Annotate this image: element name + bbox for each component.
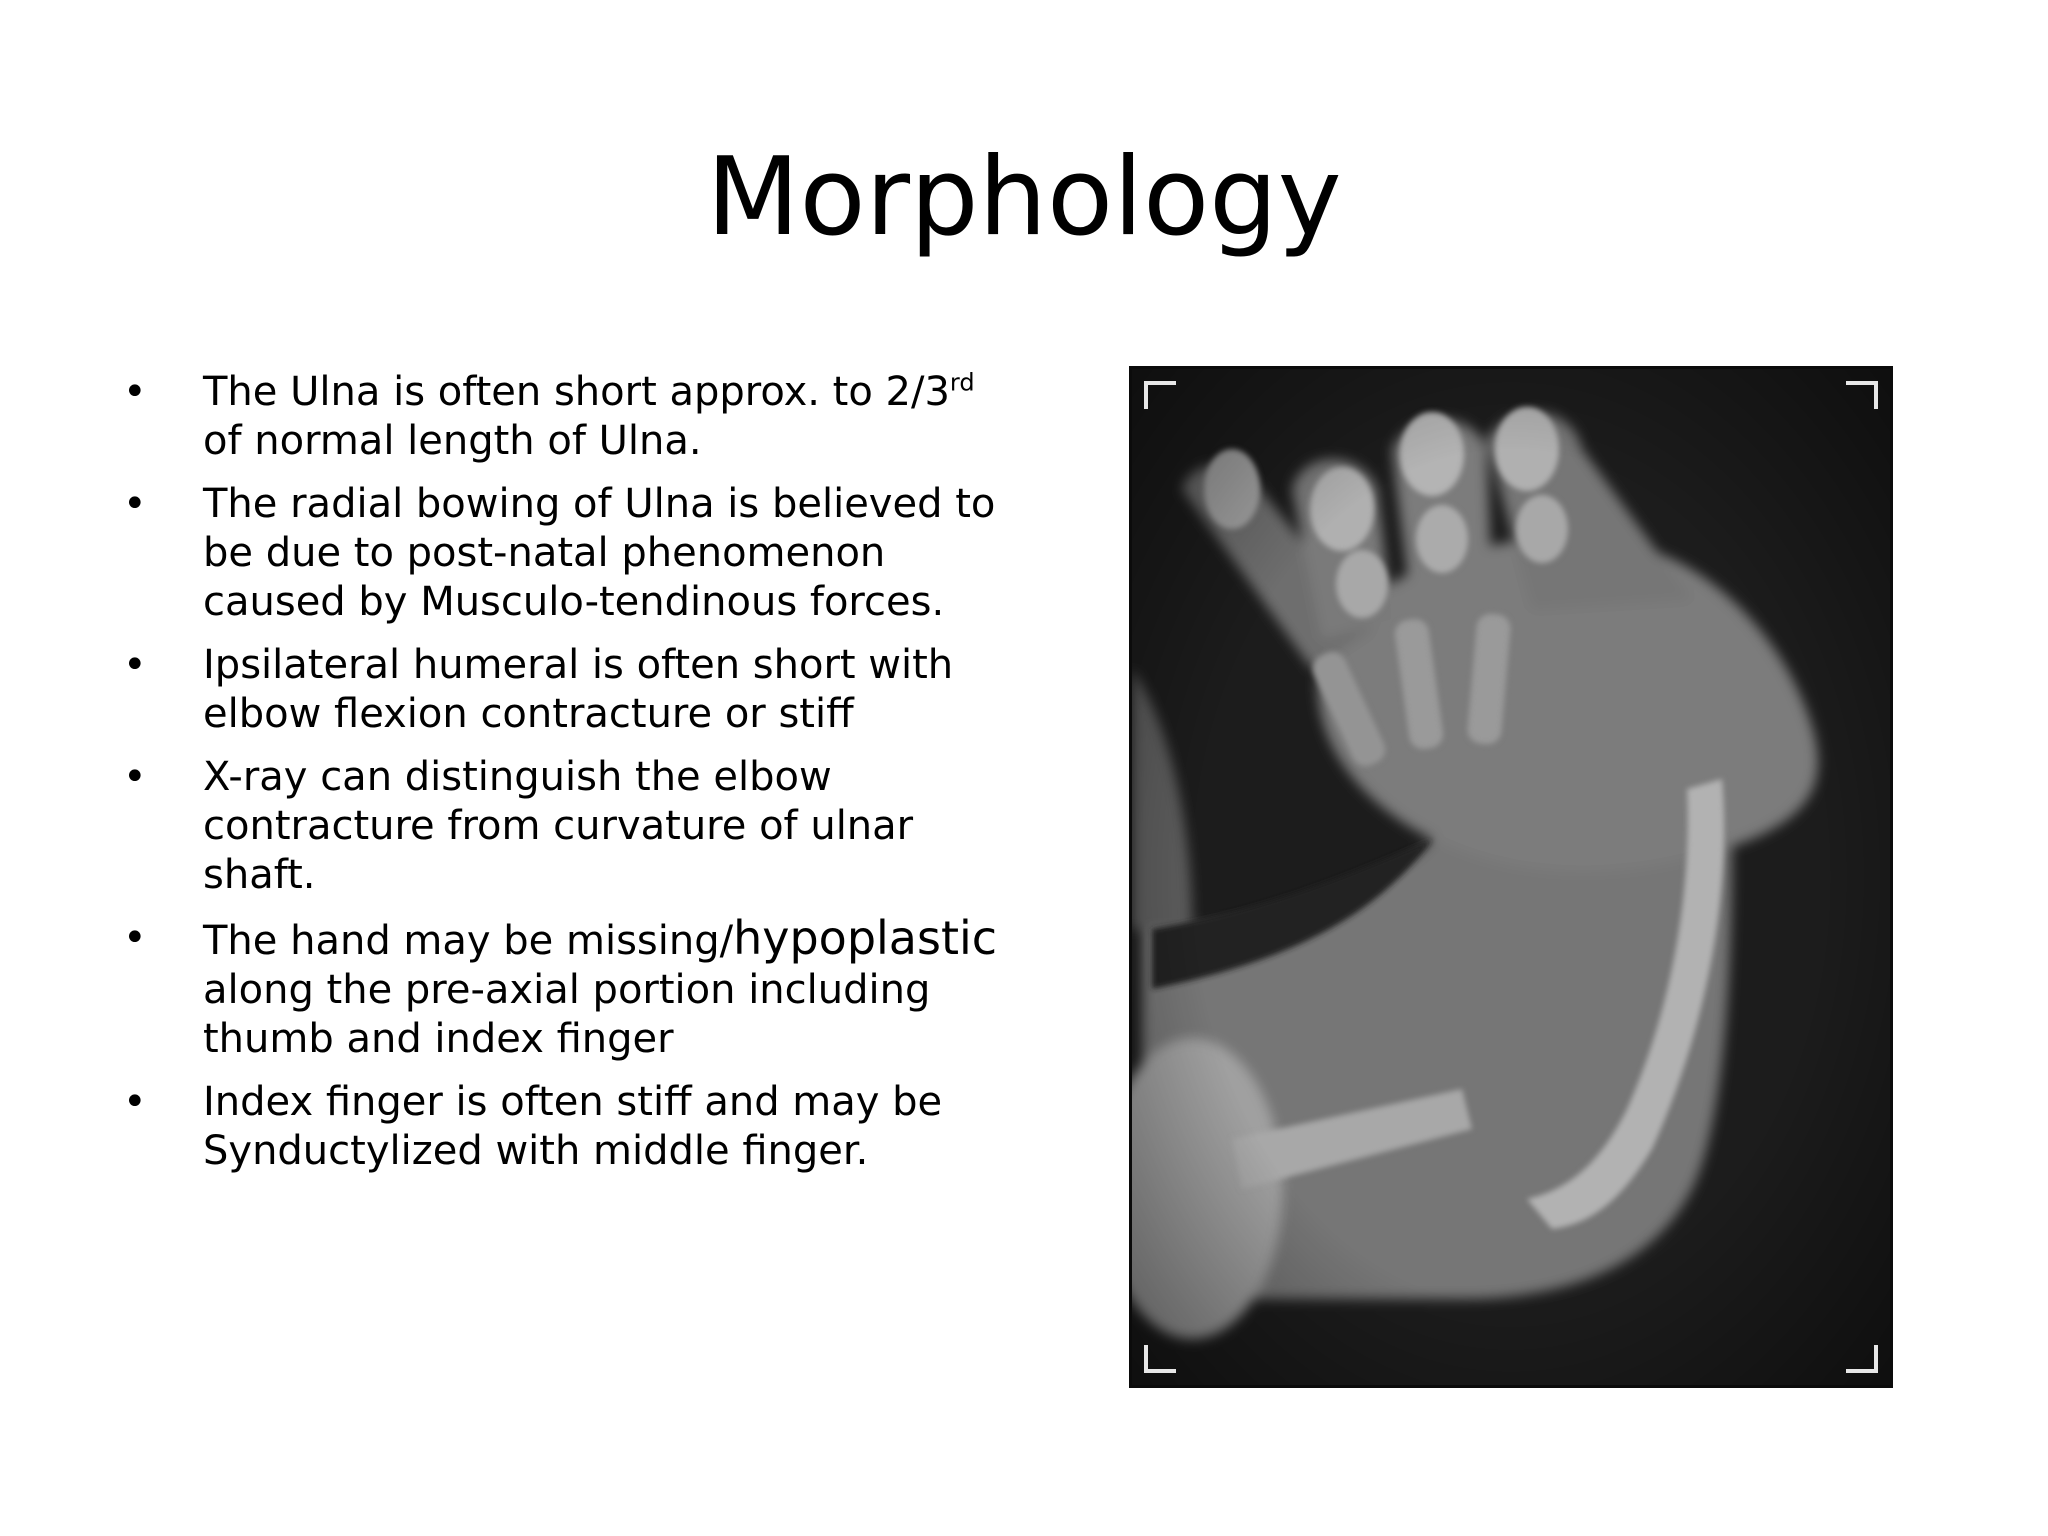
bullet-marker: • [123, 915, 147, 961]
bullet-item [118, 480, 1018, 627]
vignette [1132, 369, 1890, 1385]
bullet-item [118, 641, 1018, 739]
bullet-item [118, 1078, 1018, 1176]
bullet-item [118, 911, 1018, 1064]
slide-title: Morphology [706, 135, 1342, 260]
bullet-text: The hand may be missing/ [203, 918, 734, 964]
bullet-text: Ipsilateral humeral is often short with elbow flexion contracture or stiff [203, 642, 954, 737]
bullet-item [118, 753, 1018, 900]
emphasized-text: hypoplastic [733, 911, 998, 965]
bullet-list [118, 368, 1018, 1190]
bullet-marker: • [123, 754, 147, 800]
bullet-text: X-ray can distinguish the elbow contracture from curvature of ulnar shaft. [203, 754, 914, 898]
bullet-item [118, 368, 1018, 466]
bullet-text: Index finger is often stiff and may be Synductylized with middle finger. [203, 1079, 943, 1174]
superscript-text: rd [949, 368, 975, 397]
bullet-marker: • [123, 369, 147, 415]
bullet-marker: • [123, 1079, 147, 1125]
bullet-text: The radial bowing of Ulna is believed to be due to post-natal phenomenon caused by Musculo-tendinous forces. [203, 481, 996, 625]
bullet-text: The Ulna is often short approx. to 2/3 [203, 369, 950, 415]
bullet-marker: • [123, 642, 147, 688]
bullet-text: of normal length of Ulna. [203, 418, 702, 464]
xray-illustration [1132, 369, 1890, 1385]
bullet-text: along the pre-axial portion including thumb and index finger [203, 967, 931, 1062]
xray-image [1129, 366, 1893, 1388]
bullet-marker: • [123, 481, 147, 527]
